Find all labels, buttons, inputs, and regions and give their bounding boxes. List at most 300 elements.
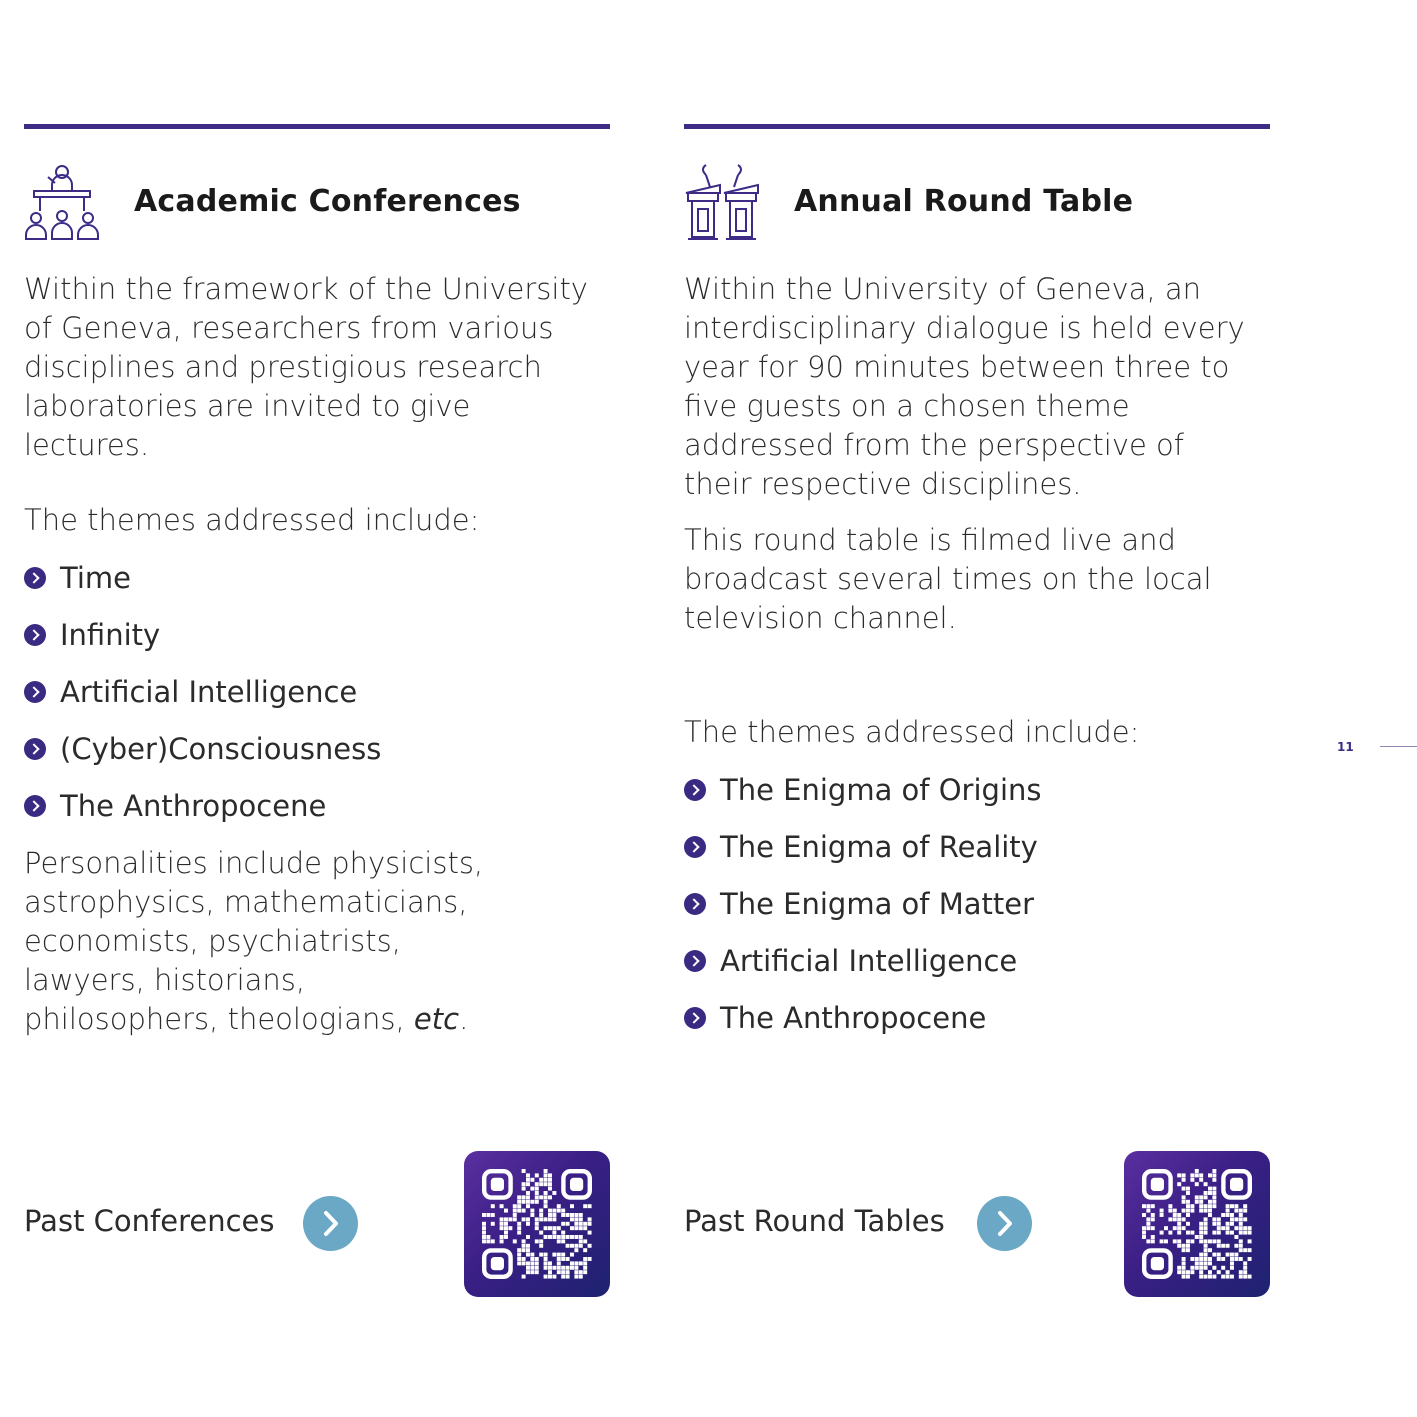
qr-module [526, 1222, 530, 1226]
qr-module [561, 1209, 565, 1213]
qr-module [566, 1235, 570, 1239]
qr-module [500, 1239, 504, 1243]
qr-module [535, 1266, 539, 1270]
qr-module [579, 1213, 583, 1217]
qr-module [557, 1266, 561, 1270]
qr-module [1177, 1213, 1181, 1217]
qr-module [548, 1261, 552, 1265]
qr-module [574, 1248, 578, 1252]
qr-module [1239, 1248, 1243, 1252]
qr-module [1248, 1257, 1252, 1261]
qr-module [1230, 1222, 1234, 1226]
qr-module [1182, 1209, 1186, 1213]
qr-module [1204, 1253, 1208, 1257]
qr-module [535, 1187, 539, 1191]
qr-module [557, 1209, 561, 1213]
themes-label: The themes addressed include: [684, 715, 1140, 749]
qr-module [566, 1275, 570, 1279]
qr-module [535, 1226, 539, 1230]
qr-module [522, 1187, 526, 1191]
past-round-tables-arrow-button[interactable] [977, 1196, 1032, 1251]
qr-module [530, 1266, 534, 1270]
qr-module [1230, 1257, 1234, 1261]
qr-module [548, 1217, 552, 1221]
qr-module [1212, 1204, 1216, 1208]
qr-module [1243, 1226, 1247, 1230]
qr-module [1168, 1204, 1172, 1208]
qr-module [588, 1231, 592, 1235]
qr-module [482, 1231, 486, 1235]
qr-module [526, 1182, 530, 1186]
list-item: The Anthropocene [684, 998, 1042, 1055]
qr-module [1199, 1226, 1203, 1230]
qr-module [530, 1178, 534, 1182]
qr-module [1239, 1226, 1243, 1230]
qr-module [1204, 1261, 1208, 1265]
qr-module [1199, 1222, 1203, 1226]
qr-module [526, 1248, 530, 1252]
qr-module [1142, 1231, 1146, 1235]
chevron-right-icon [977, 1196, 1032, 1251]
qr-module [579, 1275, 583, 1279]
qr-module [526, 1253, 530, 1257]
qr-module [522, 1261, 526, 1265]
qr-module [1164, 1226, 1168, 1230]
qr-module [500, 1222, 504, 1226]
qr-module [539, 1195, 543, 1199]
qr-code[interactable] [464, 1151, 610, 1297]
qr-module [1204, 1248, 1208, 1252]
qr-module [1208, 1270, 1212, 1274]
qr-module [513, 1217, 517, 1221]
qr-module [1146, 1204, 1150, 1208]
qr-module [500, 1235, 504, 1239]
qr-module [1190, 1270, 1194, 1274]
qr-module [1190, 1209, 1194, 1213]
qr-module [1195, 1235, 1199, 1239]
qr-module [530, 1187, 534, 1191]
qr-code[interactable] [1124, 1151, 1270, 1297]
qr-finder-center [491, 1178, 504, 1191]
qr-module [1243, 1209, 1247, 1213]
qr-module [557, 1257, 561, 1261]
qr-module [1182, 1226, 1186, 1230]
qr-module [583, 1257, 587, 1261]
qr-module [1195, 1182, 1199, 1186]
qr-module [557, 1235, 561, 1239]
qr-module [544, 1257, 548, 1261]
qr-module [1204, 1244, 1208, 1248]
qr-module [1234, 1257, 1238, 1261]
qr-module [1190, 1231, 1194, 1235]
qr-module [544, 1182, 548, 1186]
qr-module [1212, 1169, 1216, 1173]
qr-module [1226, 1209, 1230, 1213]
qr-module [1230, 1217, 1234, 1221]
qr-module [1160, 1239, 1164, 1243]
qr-module [548, 1226, 552, 1230]
qr-module [1173, 1226, 1177, 1230]
qr-module [1186, 1209, 1190, 1213]
page-number: 11 [1337, 740, 1354, 754]
qr-module [544, 1173, 548, 1177]
intro-paragraph: Within the framework of the University of Geneva, researchers from various disciplines and prestigious research laboratories are invited to give lectures. [24, 272, 588, 462]
qr-module [552, 1266, 556, 1270]
qr-module [1204, 1182, 1208, 1186]
qr-module [539, 1244, 543, 1248]
qr-module [1243, 1275, 1247, 1279]
qr-module [1212, 1200, 1216, 1204]
qr-module [548, 1213, 552, 1217]
qr-module [566, 1222, 570, 1226]
qr-module [1182, 1195, 1186, 1199]
qr-finder-center [570, 1178, 583, 1191]
qr-module [1146, 1217, 1150, 1221]
qr-module [1151, 1204, 1155, 1208]
qr-module [1199, 1261, 1203, 1265]
qr-module [1208, 1257, 1212, 1261]
qr-module [522, 1275, 526, 1279]
qr-module [1142, 1204, 1146, 1208]
qr-module [574, 1222, 578, 1226]
qr-module [1234, 1235, 1238, 1239]
qr-module [1168, 1217, 1172, 1221]
qr-module [526, 1266, 530, 1270]
qr-module [1204, 1209, 1208, 1213]
list-item: Artificial Intelligence [24, 672, 381, 729]
qr-module [539, 1217, 543, 1221]
qr-module [539, 1178, 543, 1182]
qr-module [574, 1235, 578, 1239]
qr-module [544, 1178, 548, 1182]
qr-module [535, 1239, 539, 1243]
page-number-rule [1380, 746, 1417, 747]
qr-module [579, 1226, 583, 1230]
qr-module [574, 1213, 578, 1217]
qr-module [544, 1266, 548, 1270]
qr-module [1243, 1204, 1247, 1208]
qr-module [1186, 1231, 1190, 1235]
qr-module [526, 1178, 530, 1182]
qr-module [544, 1204, 548, 1208]
qr-module [1199, 1195, 1203, 1199]
qr-module [504, 1226, 508, 1230]
qr-module [1195, 1266, 1199, 1270]
qr-module [526, 1270, 530, 1274]
section-top-rule [684, 124, 1270, 129]
qr-module [1182, 1248, 1186, 1252]
qr-module [1217, 1231, 1221, 1235]
qr-module [1182, 1266, 1186, 1270]
qr-module [561, 1253, 565, 1257]
themes-label: The themes addressed include: [24, 503, 480, 537]
qr-module [1199, 1266, 1203, 1270]
qr-module [1186, 1248, 1190, 1252]
qr-module [530, 1209, 534, 1213]
section-title: Academic Conferences [134, 184, 521, 219]
qr-module [561, 1266, 565, 1270]
qr-module [570, 1204, 574, 1208]
qr-module [504, 1217, 508, 1221]
qr-module [1146, 1239, 1150, 1243]
qr-module [526, 1217, 530, 1221]
qr-module [482, 1239, 486, 1243]
qr-module [1239, 1217, 1243, 1221]
qr-module [1204, 1195, 1208, 1199]
qr-module [486, 1213, 490, 1217]
qr-module [583, 1239, 587, 1243]
chevron-right-icon [303, 1196, 358, 1251]
qr-module [530, 1213, 534, 1217]
qr-module [1199, 1204, 1203, 1208]
qr-module [522, 1244, 526, 1248]
qr-module [1186, 1239, 1190, 1243]
qr-module [482, 1226, 486, 1230]
qr-module [544, 1253, 548, 1257]
qr-module [1226, 1222, 1230, 1226]
qr-module [548, 1173, 552, 1177]
qr-module [1182, 1178, 1186, 1182]
qr-module [517, 1248, 521, 1252]
qr-module [1151, 1235, 1155, 1239]
qr-module [1208, 1261, 1212, 1265]
qr-module [1212, 1187, 1216, 1191]
qr-module [1195, 1261, 1199, 1265]
qr-module [535, 1222, 539, 1226]
qr-module [517, 1261, 521, 1265]
qr-module [1221, 1244, 1225, 1248]
lecture-audience-icon [24, 163, 100, 243]
qr-module [1217, 1239, 1221, 1243]
qr-module [1186, 1204, 1190, 1208]
qr-code-pattern [464, 1151, 610, 1297]
qr-module [544, 1217, 548, 1221]
chevron-right-bullet-icon [684, 836, 706, 858]
list-item: Time [24, 558, 381, 615]
qr-module [1230, 1275, 1234, 1279]
qr-module [526, 1191, 530, 1195]
qr-module [1239, 1275, 1243, 1279]
qr-module [539, 1231, 543, 1235]
qr-module [491, 1213, 495, 1217]
qr-module [1199, 1173, 1203, 1177]
qr-module [561, 1231, 565, 1235]
qr-module [570, 1213, 574, 1217]
qr-module [1208, 1191, 1212, 1195]
qr-module [566, 1270, 570, 1274]
qr-module [1217, 1222, 1221, 1226]
qr-module [1230, 1253, 1234, 1257]
qr-module [552, 1235, 556, 1239]
qr-module [1217, 1253, 1221, 1257]
personalities-paragraph: Personalities include physicists, astrophysics, mathematicians, economists, psychiatrists, lawyers, historians, philosophers, theologians, etc. [24, 846, 484, 1036]
qr-module [548, 1266, 552, 1270]
qr-finder-center [491, 1257, 504, 1270]
themes-list [684, 770, 1042, 1055]
qr-module [1248, 1248, 1252, 1252]
qr-module [1199, 1275, 1203, 1279]
qr-module [1168, 1209, 1172, 1213]
qr-module [1182, 1200, 1186, 1204]
qr-module [583, 1248, 587, 1252]
qr-module [526, 1235, 530, 1239]
qr-module [508, 1226, 512, 1230]
qr-module [1221, 1257, 1225, 1261]
qr-module [1204, 1217, 1208, 1221]
qr-module [1151, 1217, 1155, 1221]
qr-module [517, 1231, 521, 1235]
qr-module [1195, 1200, 1199, 1204]
qr-module [517, 1226, 521, 1230]
qr-module [1208, 1204, 1212, 1208]
qr-module [1164, 1239, 1168, 1243]
qr-module [539, 1253, 543, 1257]
past-conferences-label[interactable]: Past Conferences [24, 1204, 275, 1238]
qr-module [1212, 1191, 1216, 1195]
qr-module [539, 1239, 543, 1243]
qr-module [1239, 1231, 1243, 1235]
qr-module [535, 1191, 539, 1195]
qr-module [579, 1222, 583, 1226]
qr-module [1199, 1235, 1203, 1239]
qr-module [1217, 1244, 1221, 1248]
qr-module [1199, 1257, 1203, 1261]
qr-module [1195, 1195, 1199, 1199]
qr-module [517, 1257, 521, 1261]
qr-module [1199, 1200, 1203, 1204]
qr-module [561, 1222, 565, 1226]
qr-module [535, 1270, 539, 1274]
qr-module [1208, 1275, 1212, 1279]
qr-module [491, 1222, 495, 1226]
past-round-tables-label[interactable]: Past Round Tables [684, 1204, 945, 1238]
qr-module [1182, 1173, 1186, 1177]
qr-module [513, 1209, 517, 1213]
qr-module [535, 1200, 539, 1204]
qr-module [504, 1209, 508, 1213]
list-item: The Enigma of Origins [684, 770, 1042, 827]
qr-module [1204, 1239, 1208, 1243]
qr-module [570, 1266, 574, 1270]
qr-module [557, 1253, 561, 1257]
list-item: Artificial Intelligence [684, 941, 1042, 998]
qr-module [1212, 1173, 1216, 1177]
qr-module [491, 1239, 495, 1243]
qr-module [535, 1257, 539, 1261]
qr-module [1177, 1266, 1181, 1270]
qr-finder-center [1230, 1178, 1243, 1191]
qr-module [1234, 1204, 1238, 1208]
qr-module [1208, 1200, 1212, 1204]
qr-module [539, 1182, 543, 1186]
qr-module [1221, 1213, 1225, 1217]
qr-module [1146, 1226, 1150, 1230]
qr-module [1177, 1231, 1181, 1235]
themes-list [24, 558, 381, 843]
qr-module [1204, 1266, 1208, 1270]
qr-module [1226, 1204, 1230, 1208]
qr-module [1190, 1178, 1194, 1182]
qr-module [1199, 1178, 1203, 1182]
qr-module [1177, 1217, 1181, 1221]
qr-module [517, 1209, 521, 1213]
annual-round-table-section [684, 0, 1274, 1417]
qr-module [482, 1213, 486, 1217]
qr-module [1204, 1222, 1208, 1226]
qr-module [588, 1222, 592, 1226]
qr-module [522, 1248, 526, 1252]
qr-module [1239, 1257, 1243, 1261]
qr-module [1243, 1270, 1247, 1274]
qr-module [557, 1261, 561, 1265]
qr-module [1190, 1204, 1194, 1208]
qr-module [570, 1253, 574, 1257]
qr-module [526, 1173, 530, 1177]
qr-module [1226, 1244, 1230, 1248]
qr-module [508, 1217, 512, 1221]
qr-module [1212, 1195, 1216, 1199]
qr-module [1146, 1222, 1150, 1226]
qr-module [1177, 1239, 1181, 1243]
qr-module [1177, 1173, 1181, 1177]
qr-module [1239, 1239, 1243, 1243]
qr-module [1186, 1244, 1190, 1248]
qr-module [1248, 1275, 1252, 1279]
past-conferences-arrow-button[interactable] [303, 1196, 358, 1251]
qr-module [1182, 1187, 1186, 1191]
chevron-right-bullet-icon [684, 950, 706, 972]
qr-module [552, 1191, 556, 1195]
qr-module [1208, 1248, 1212, 1252]
qr-module [517, 1253, 521, 1257]
qr-module [1190, 1173, 1194, 1177]
qr-module [1234, 1253, 1238, 1257]
qr-module [486, 1239, 490, 1243]
qr-module [526, 1244, 530, 1248]
qr-module [579, 1217, 583, 1221]
qr-module [1199, 1231, 1203, 1235]
qr-module [588, 1217, 592, 1221]
qr-module [1195, 1169, 1199, 1173]
qr-module [522, 1169, 526, 1173]
qr-module [1173, 1209, 1177, 1213]
qr-module [552, 1209, 556, 1213]
qr-module [1173, 1239, 1177, 1243]
qr-module [544, 1200, 548, 1204]
qr-module [522, 1209, 526, 1213]
qr-module [1186, 1275, 1190, 1279]
qr-module [539, 1209, 543, 1213]
qr-module [552, 1213, 556, 1217]
qr-module [1226, 1213, 1230, 1217]
qr-module [1204, 1275, 1208, 1279]
qr-module [526, 1261, 530, 1265]
qr-module [552, 1217, 556, 1221]
qr-module [1182, 1275, 1186, 1279]
qr-module [544, 1235, 548, 1239]
qr-module [1160, 1231, 1164, 1235]
qr-module [1212, 1222, 1216, 1226]
qr-module [1217, 1257, 1221, 1261]
qr-module [513, 1239, 517, 1243]
academic-conferences-section [24, 0, 614, 1417]
qr-module [1208, 1187, 1212, 1191]
section-title: Annual Round Table [794, 184, 1134, 219]
qr-module [1142, 1235, 1146, 1239]
qr-module [1186, 1222, 1190, 1226]
qr-module [1186, 1200, 1190, 1204]
qr-module [1212, 1178, 1216, 1182]
